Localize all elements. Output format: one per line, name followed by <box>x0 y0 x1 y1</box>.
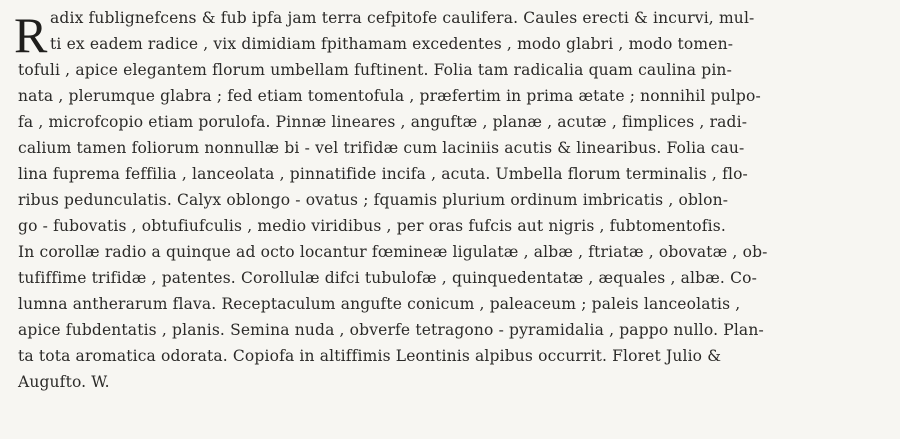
text-line-5: fa , microfcopio etiam porulofa. Pinnæ lineares , anguftæ , planæ , acutæ , fimplices , radi- <box>18 113 748 131</box>
text-line-4: nata , plerumque glabra ; fed etiam tomentofula , præfertim in prima ætate ; nonnihil pulpo- <box>18 87 761 105</box>
text-line-10: In corollæ radio a quinque ad octo locantur fœmineæ ligulatæ , albæ , ftriatæ , obovatæ , ob- <box>18 243 768 261</box>
text-line-7: lina fuprema feffilia , lanceolata , pinnatifide incifa , acuta. Umbella florum terminalis , flo- <box>18 165 748 183</box>
text-line-1: adix fublignefcens & fub ipfa jam terra cefpitofe caulifera. Caules erecti & incurvi, mul- <box>50 9 755 27</box>
text-line-9: go - fubovatis , obtufiufculis , medio viridibus , per oras fufcis aut nigris , fubtomentofis. <box>18 217 726 235</box>
text-line-11: tufiffime trifidæ , patentes. Corollulæ difci tubulofæ , quinquedentatæ , æquales , albæ. Co- <box>18 269 757 287</box>
text-line-14: ta tota aromatica odorata. Copiofa in altiffimis Leontinis alpibus occurrit. Floret Julio & <box>18 347 722 365</box>
text-line-13: apice fubdentatis , planis. Semina nuda , obverfe tetragono - pyramidalia , pappo nullo. Plan- <box>18 321 764 339</box>
text-line-2: ti ex eadem radice , vix dimidiam fpithamam excedentes , modo glabri , modo tomen- <box>50 35 734 53</box>
text-line-12: lumna antherarum flava. Receptaculum angufte conicum , paleaceum ; paleis lanceolatis , <box>18 295 741 313</box>
text-line-8: ribus pedunculatis. Calyx oblongo - ovatus ; fquamis plurium ordinum imbricatis , oblon- <box>18 191 729 209</box>
text-line-15: Augufto. W. <box>18 373 110 391</box>
text-line-6: calium tamen foliorum nonnullæ bi - vel trifidæ cum laciniis acutis & linearibus. Folia cau- <box>18 139 745 157</box>
text-line-3: tofuli , apice elegantem florum umbellam fuftinent. Folia tam radicalia quam caulina pin- <box>18 61 732 79</box>
drop-cap: R <box>14 7 48 63</box>
